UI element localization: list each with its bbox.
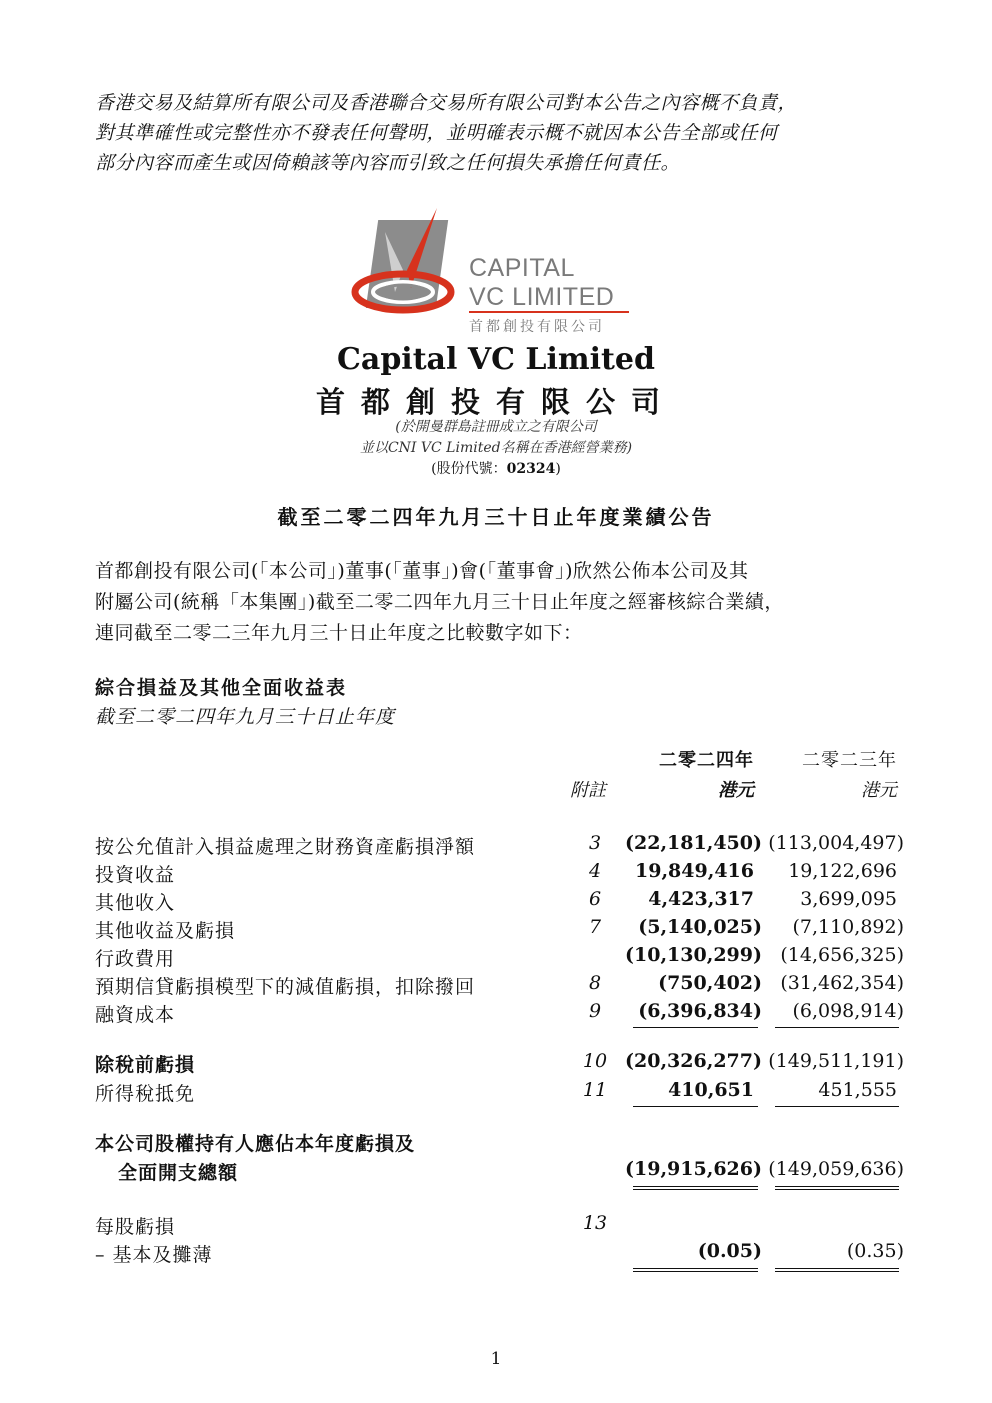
row-value-2024: (5,140,025) — [638, 916, 762, 938]
company-name-en: Capital VC Limited — [337, 342, 655, 377]
row-label: 其他收入 — [95, 892, 176, 914]
disclaimer-line: 香港交易及結算所有限公司及香港聯合交易所有限公司對本公告之內容概不負責， — [95, 92, 798, 114]
table-row — [0, 860, 992, 888]
disclaimer-line: 對其準確性或完整性亦不發表任何聲明，並明確表示概不就因本公告全部或任何 — [95, 122, 778, 144]
stock-code — [0, 458, 992, 478]
row-value-2023: (149,511,191) — [768, 1050, 904, 1072]
row-label: 所得稅抵免 — [95, 1083, 196, 1105]
subtotal-rule — [775, 1106, 899, 1107]
row-value-2024: (750,402) — [658, 972, 762, 994]
table-row — [0, 1158, 992, 1186]
table-row — [0, 1240, 992, 1268]
subtotal-rule — [633, 1027, 758, 1028]
table-row — [0, 1212, 992, 1240]
incorporation-note: (於開曼群島註冊成立之有限公司 — [395, 419, 597, 435]
row-value-2023: 19,122,696 — [788, 860, 897, 882]
table-row — [0, 1129, 992, 1157]
total-rule — [775, 1189, 899, 1190]
currency-header-2023: 港元 — [861, 780, 897, 801]
stock-code-value: 02324 — [506, 461, 556, 477]
row-label: 投資收益 — [95, 864, 176, 886]
table-row — [0, 1079, 992, 1107]
row-label: 融資成本 — [95, 1004, 176, 1026]
row-value-2024: (20,326,277) — [625, 1050, 762, 1072]
row-note: 11 — [582, 1079, 608, 1101]
table-row — [0, 888, 992, 916]
total-rule — [775, 1271, 899, 1272]
row-value-2023: (14,656,325) — [780, 944, 904, 966]
row-label: 本公司股權持有人應佔本年度虧損及 — [95, 1133, 416, 1155]
row-note: 4 — [588, 860, 602, 882]
row-value-2024: 4,423,317 — [648, 888, 754, 910]
subtotal-rule — [633, 1106, 758, 1107]
intro-line: 連同截至二零二三年九月三十日止年度之比較數字如下： — [95, 622, 583, 644]
row-value-2023: 451,555 — [818, 1079, 897, 1101]
stock-code-label: (股份代號： — [431, 461, 507, 477]
total-rule — [633, 1186, 758, 1187]
page-number: 1 — [490, 1349, 502, 1369]
announcement-title: 截至二零二四年九月三十日止年度業績公告 — [277, 505, 715, 529]
logo-rule — [469, 311, 629, 313]
statement-title: 綜合損益及其他全面收益表 — [95, 677, 348, 699]
statement-subtitle: 截至二零二四年九月三十日止年度 — [95, 706, 396, 728]
row-value-2023: (6,098,914) — [792, 1000, 904, 1022]
column-header-note: 附註 — [570, 780, 606, 801]
logo-emblem-icon — [345, 200, 475, 330]
logo-text-vc-limited: VC LIMITED — [469, 283, 615, 311]
row-value-2023: (0.35) — [846, 1240, 904, 1262]
row-label: 每股虧損 — [95, 1216, 176, 1238]
row-value-2024: (6,396,834) — [638, 1000, 762, 1022]
company-name-cn: 首都創投有限公司 — [315, 385, 676, 419]
intro-line: 首都創投有限公司(「本公司」)董事(「董事」)會(「董事會」)欣然公佈本公司及其 — [95, 560, 749, 582]
total-rule — [633, 1268, 758, 1269]
row-value-2023: 3,699,095 — [800, 888, 897, 910]
table-row — [0, 1050, 992, 1078]
row-value-2023: (149,059,636) — [768, 1158, 904, 1180]
row-note: 9 — [588, 1000, 602, 1022]
row-value-2023: (7,110,892) — [792, 916, 904, 938]
row-value-2023: (113,004,497) — [768, 832, 904, 854]
row-value-2024: (22,181,450) — [625, 832, 762, 854]
table-row — [0, 944, 992, 972]
row-label: 按公允值計入損益處理之財務資產虧損淨額 — [95, 836, 476, 858]
row-value-2024: 19,849,416 — [635, 860, 754, 882]
disclaimer — [95, 88, 905, 178]
row-label: – 基本及攤薄 — [95, 1244, 213, 1266]
business-name-note: 並以CNI VC Limited名稱在香港經營業務) — [359, 440, 633, 456]
row-label: 預期信貸虧損模型下的減值虧損，扣除撥回 — [95, 976, 476, 998]
subtotal-rule — [775, 1027, 899, 1028]
intro-line: 附屬公司(統稱「本集團」)截至二零二四年九月三十日止年度之經審核綜合業績， — [95, 591, 784, 613]
row-label: 全面開支總額 — [118, 1162, 239, 1184]
stock-code-close: ) — [555, 461, 561, 477]
logo-text-chinese: 首都創投有限公司 — [469, 319, 605, 335]
row-label: 其他收益及虧損 — [95, 920, 236, 942]
row-value-2024: (0.05) — [697, 1240, 762, 1262]
column-header-2024: 二零二四年 — [659, 750, 754, 771]
total-rule — [775, 1186, 899, 1187]
total-rule — [633, 1271, 758, 1272]
row-note: 6 — [588, 888, 602, 910]
row-value-2023: (31,462,354) — [780, 972, 904, 994]
table-row — [0, 1000, 992, 1028]
disclaimer-line: 部分內容而產生或因倚賴該等內容而引致之任何損失承擔任何責任。 — [95, 152, 681, 174]
row-label: 除稅前虧損 — [95, 1054, 196, 1076]
row-note: 7 — [588, 916, 602, 938]
table-row — [0, 832, 992, 860]
row-note: 8 — [588, 972, 602, 994]
intro-paragraph — [95, 556, 905, 649]
row-value-2024: 410,651 — [668, 1079, 754, 1101]
row-note: 10 — [582, 1050, 608, 1072]
total-rule — [775, 1268, 899, 1269]
currency-header-2024: 港元 — [718, 780, 754, 801]
logo-text-capital: CAPITAL — [469, 254, 575, 282]
total-rule — [633, 1189, 758, 1190]
row-note: 13 — [582, 1212, 608, 1234]
column-header-2023: 二零二三年 — [802, 750, 897, 771]
row-value-2024: (10,130,299) — [625, 944, 762, 966]
row-label: 行政費用 — [95, 948, 176, 970]
company-logo — [345, 200, 645, 345]
row-value-2024: (19,915,626) — [625, 1158, 762, 1180]
table-row — [0, 972, 992, 1000]
row-note: 3 — [588, 832, 602, 854]
table-row — [0, 916, 992, 944]
